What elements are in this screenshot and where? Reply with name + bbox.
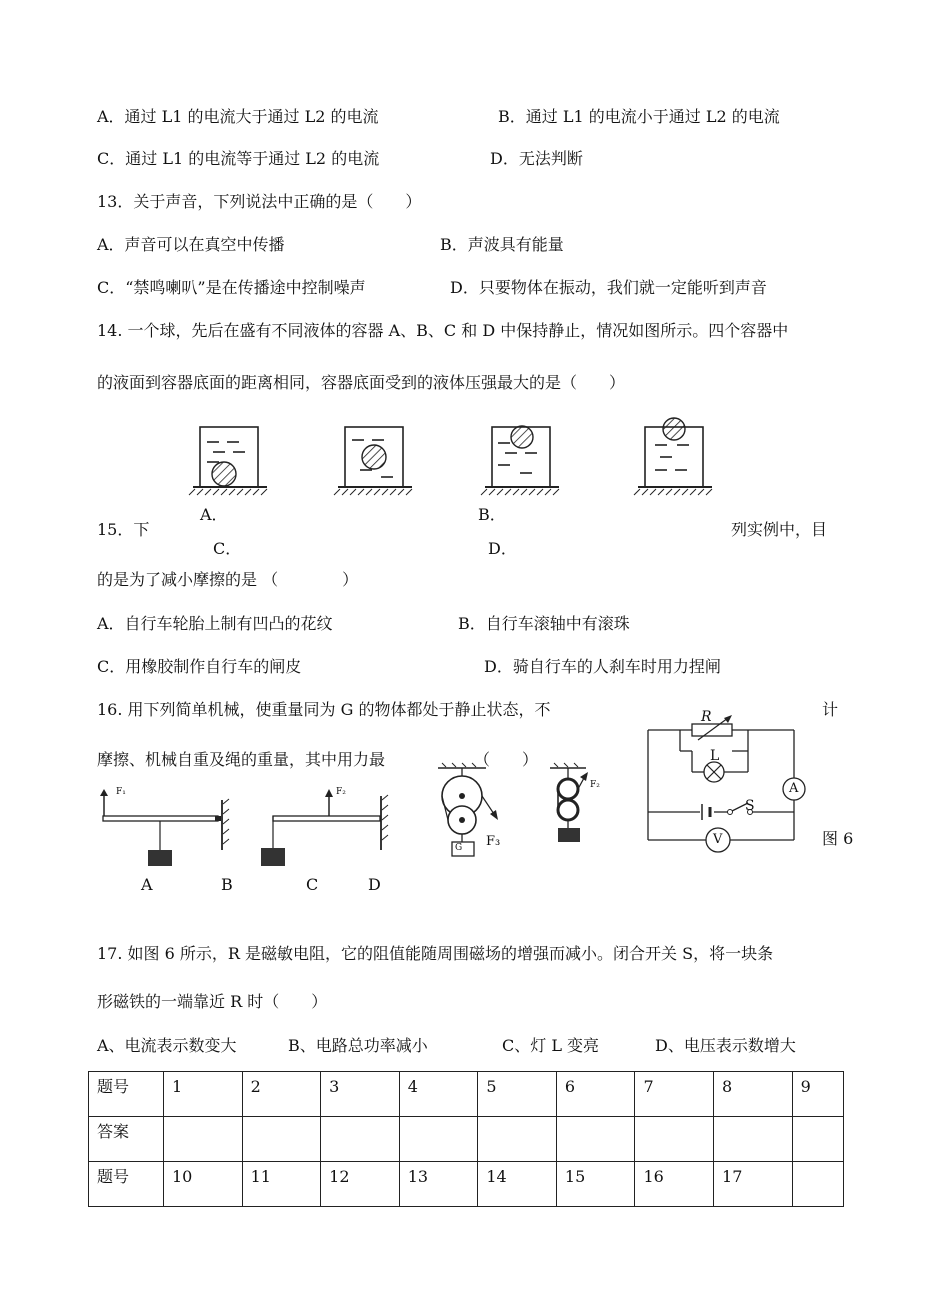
circuit-label-r: R [701,709,712,725]
lever-force-f2: F₂ [336,787,346,797]
q15-stem-part2: 列实例中，目 [731,520,828,539]
question-number-cell: 7 [635,1072,714,1117]
circuit-figure-6 [640,700,810,860]
table-row [89,1162,844,1207]
question-number-cell: 12 [321,1162,400,1207]
q12-option-b: B．通过 L1 的电流小于通过 L2 的电流 [498,107,780,126]
answer-cell[interactable] [242,1117,321,1162]
pulley-force-f3: F₃ [486,834,501,849]
lever-force-f1: F₁ [116,787,126,797]
answer-cell[interactable] [164,1117,243,1162]
q17-option-c: C、灯 L 变亮 [502,1036,600,1055]
q12-option-d: D．无法判断 [490,149,583,168]
question-number-cell: 17 [714,1162,793,1207]
q16-label-c: C [306,875,319,894]
q16-label-d: D [368,875,381,894]
question-number-cell: 14 [478,1162,557,1207]
q15-option-b: B．自行车滚轴中有滚珠 [458,614,630,633]
q13-option-b: B．声波具有能量 [440,235,564,254]
question-number-cell: 5 [478,1072,557,1117]
q14-label-d: D． [488,539,517,558]
question-number-cell: 13 [399,1162,478,1207]
q16-stem-line2: 摩擦、机械自重及绳的重量，其中用力最 [97,750,386,769]
question-number-cell: 6 [556,1072,635,1117]
q12-option-c: C．通过 L1 的电流等于通过 L2 的电流 [97,149,380,168]
container-c [481,426,559,495]
question-number-cell [792,1162,843,1207]
q16-stem-part1: 16. 用下列简单机械，使重量同为 G 的物体都处于静止状态，不 [97,700,551,719]
question-number-cell: 11 [242,1162,321,1207]
q13-option-c: C．“禁鸣喇叭”是在传播途中控制噪声 [97,278,366,297]
row-header: 题号 [89,1072,164,1117]
q17-stem-line2: 形磁铁的一端靠近 R 时（ ） [97,992,328,1011]
q14-stem-line1: 14. 一个球，先后在盛有不同液体的容器 A、B、C 和 D 中保持静止，情况如图所示。四个容器中 [97,321,789,340]
q16-stem-line2-tail: （ ） [474,750,539,769]
pulley-2 [550,763,588,842]
q15-stem-part1: 15．下 [97,520,150,539]
question-number-cell: 9 [792,1072,843,1117]
question-number-cell: 16 [635,1162,714,1207]
pulley-force-f2: F₂ [590,780,600,790]
container-a [189,427,267,495]
row-header: 题号 [89,1162,164,1207]
answer-cell[interactable] [792,1117,843,1162]
battery [702,804,710,820]
magnetoresistor-r [692,715,732,740]
table-row [89,1117,844,1162]
q17-stem-line1: 17. 如图 6 所示，R 是磁敏电阻，它的阻值能随周围磁场的增强而减小。闭合开关 S，将一块条 [97,944,774,963]
circuit-label-s: S [745,798,755,814]
q14-label-c: C． [213,539,242,558]
answer-cell[interactable] [556,1117,635,1162]
q12-option-a: A．通过 L1 的电流大于通过 L2 的电流 [97,107,379,126]
q14-stem-line2: 的液面到容器底面的距离相同，容器底面受到的液体压强最大的是（ ） [97,373,626,392]
question-number-cell: 15 [556,1162,635,1207]
q17-option-b: B、电路总功率减小 [288,1036,428,1055]
question-number-cell: 10 [164,1162,243,1207]
lever-1 [100,789,229,866]
lever-2 [261,789,388,866]
question-number-cell: 4 [399,1072,478,1117]
circuit-label-a: A [789,781,799,796]
q16-lever-figure [95,780,405,875]
answer-table [88,1071,844,1207]
q16-label-a: A [141,875,153,894]
q15-option-a: A．自行车轮胎上制有凹凸的花纹 [97,614,333,633]
q13-option-d: D．只要物体在振动，我们就一定能听到声音 [450,278,767,297]
q17-option-a: A、电流表示数变大 [97,1036,237,1055]
q14-label-b: B． [478,505,506,524]
q16-stem-part2: 计 [822,700,839,719]
q13-option-a: A．声音可以在真空中传播 [97,235,285,254]
circuit-label-l: L [710,748,720,764]
answer-cell[interactable] [399,1117,478,1162]
question-number-cell: 8 [714,1072,793,1117]
container-b [334,427,412,495]
answer-cell[interactable] [714,1117,793,1162]
question-number-cell: 3 [321,1072,400,1117]
answer-cell[interactable] [635,1117,714,1162]
pulley-weight-g: G [455,843,463,853]
circuit-label-v: V [713,832,723,847]
table-row [89,1072,844,1117]
question-number-cell: 1 [164,1072,243,1117]
q15-option-d: D．骑自行车的人刹车时用力捏闸 [484,657,721,676]
q14-containers-figure [185,415,725,500]
row-header: 答案 [89,1117,164,1162]
container-d [634,418,712,495]
q13-stem: 13．关于声音，下列说法中正确的是（ ） [97,192,422,211]
q16-label-b: B [221,875,233,894]
q17-option-d: D、电压表示数增大 [655,1036,796,1055]
circuit-caption: 图 6 [822,829,854,848]
q14-label-a: A． [200,505,228,524]
answer-cell[interactable] [321,1117,400,1162]
answer-cell[interactable] [478,1117,557,1162]
question-number-cell: 2 [242,1072,321,1117]
q15-stem-line2: 的是为了减小摩擦的是 （ ） [97,570,359,589]
q16-pulley-figure [428,762,588,860]
q15-option-c: C．用橡胶制作自行车的闸皮 [97,657,302,676]
